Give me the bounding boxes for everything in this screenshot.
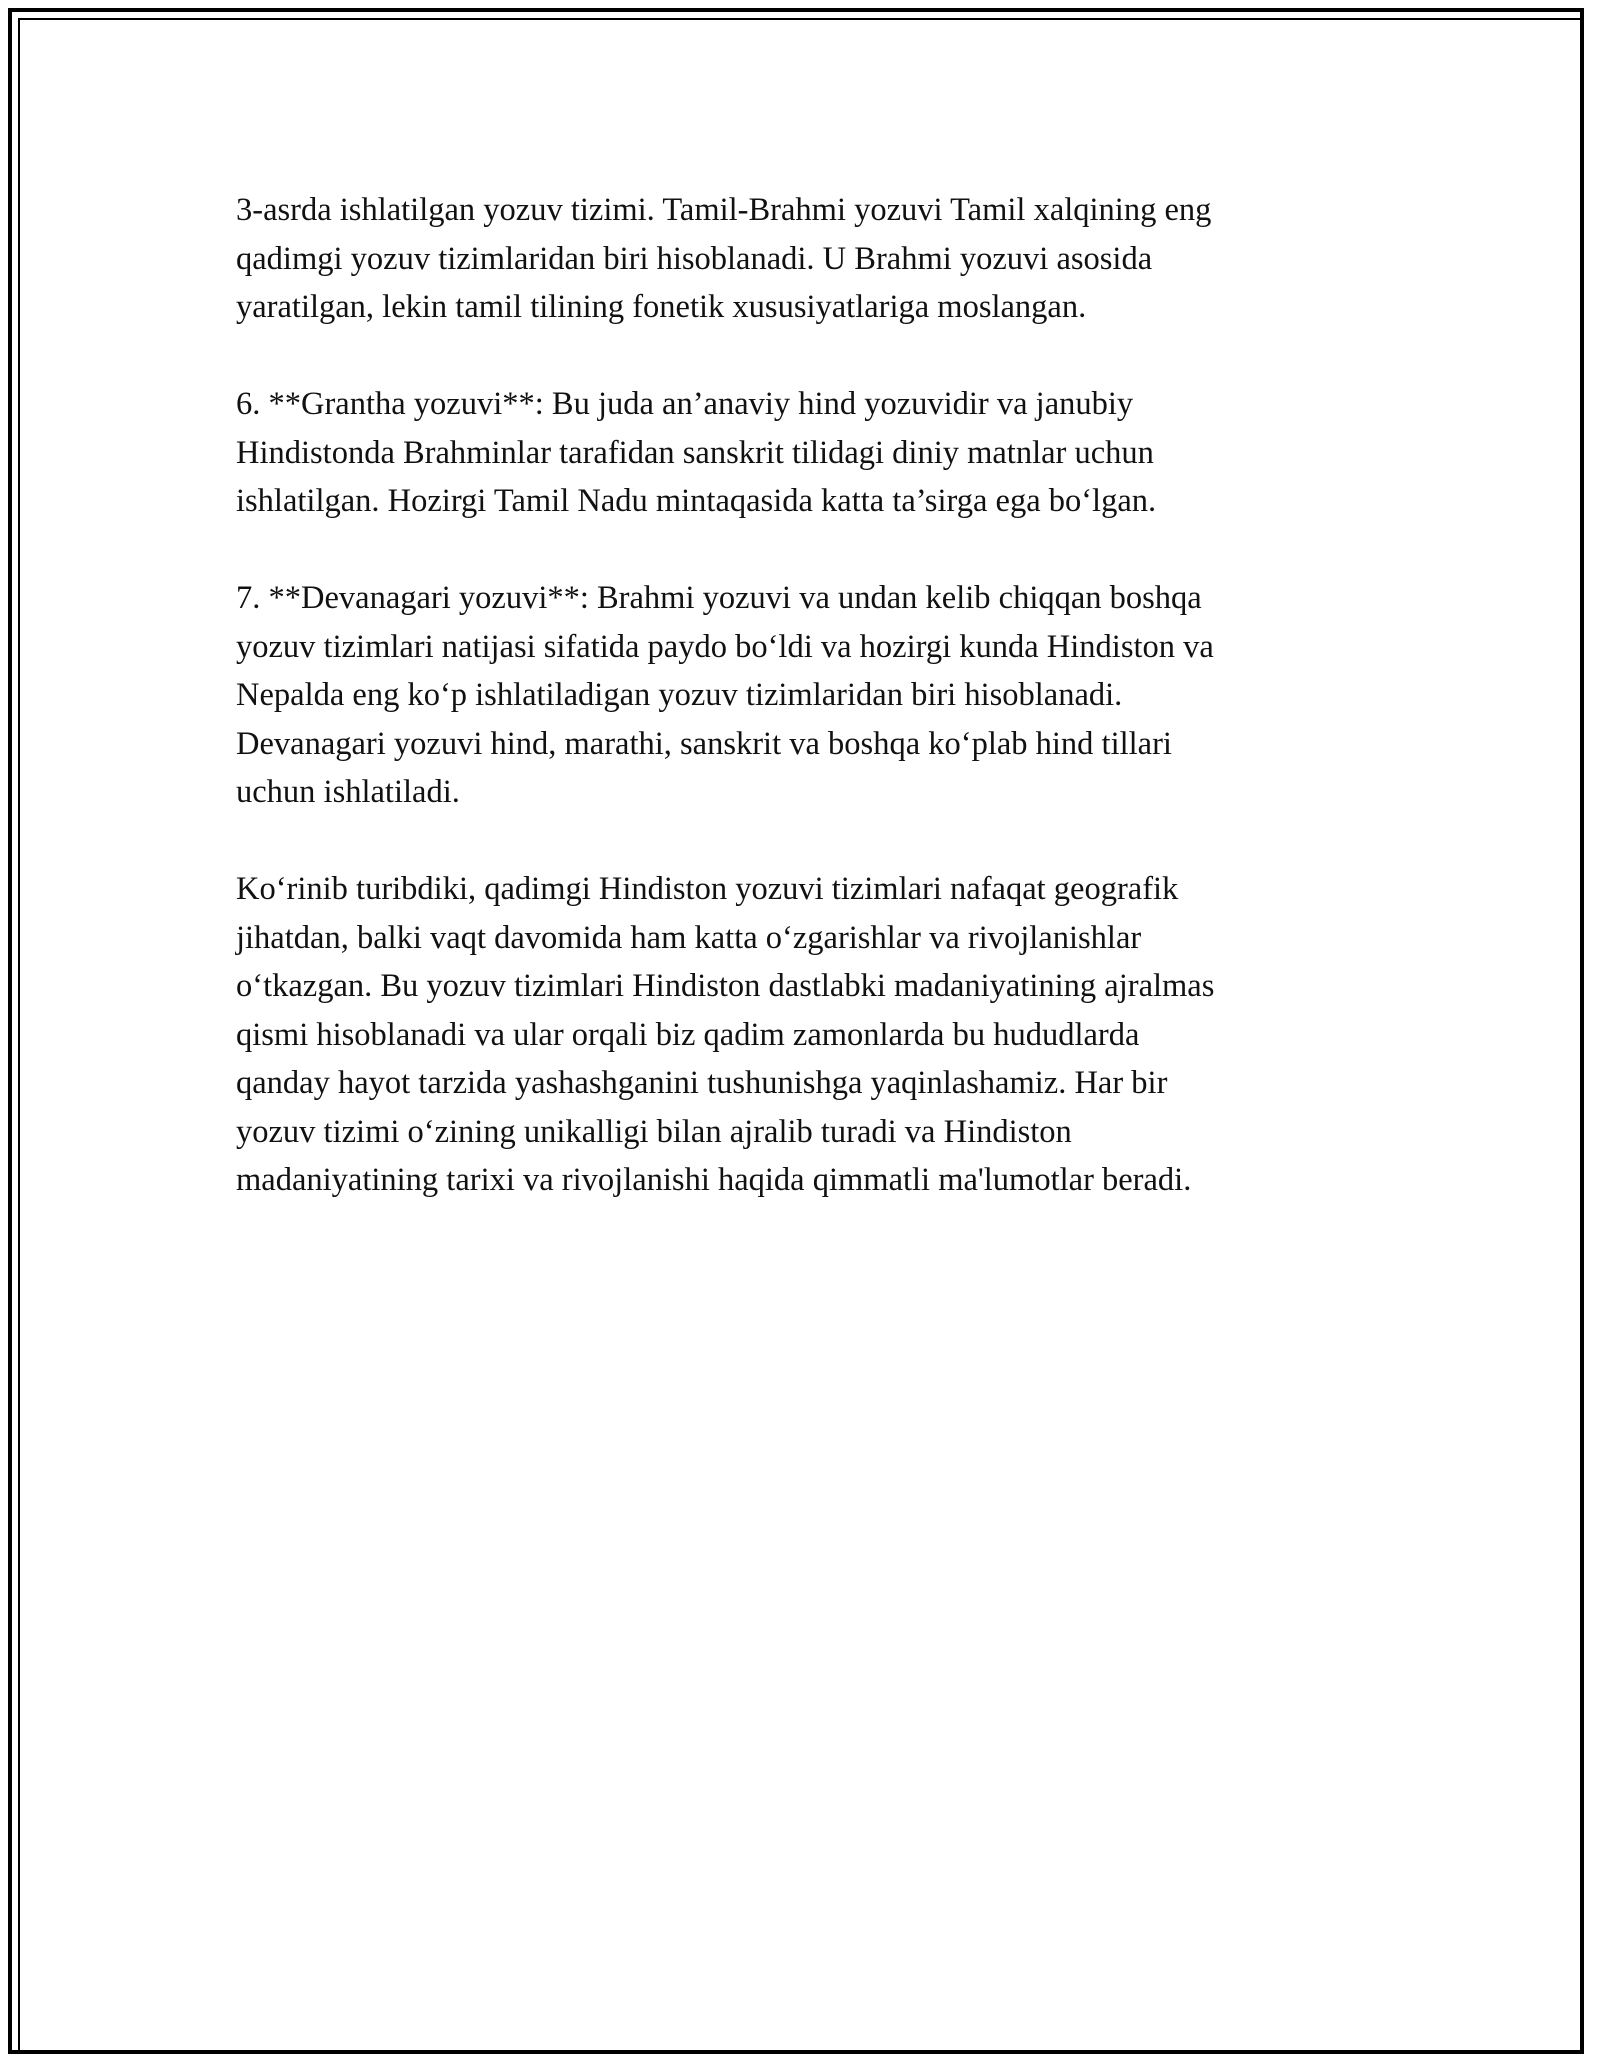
document-body xyxy=(236,186,1366,1253)
paragraph-grantha: 6. **Grantha yozuvi**: Bu juda an’anaviy hind yozuvidir va janubiy Hindistonda Brahminlar tarafidan sanskrit tilidagi diniy matnlar uchun ishlatilgan. Hozirgi Tamil Nadu mintaqasida katta ta’sirga ega bo‘lgan. xyxy=(236,386,1157,519)
paragraph-conclusion: Ko‘rinib turibdiki, qadimgi Hindiston yozuvi tizimlari nafaqat geografik jihatdan, balki vaqt davomida ham katta o‘zgarishlar va rivojlanishlar o‘tkazgan. Bu yozuv tizimlari Hindiston dastlabki madaniyatining ajralmas qismi hisoblanadi va ular orqali biz qadim zamonlarda bu hududlarda qanday hayot tarzida yashashganini tushunishga yaqinlashamiz. Har bir yozuv tizimi o‘zining unikalligi bilan ajralib turadi va Hindiston madaniyatining tarixi va rivojlanishi haqida qimmatli ma'lumotlar beradi. xyxy=(236,871,1215,1198)
paragraph-devanagari: 7. **Devanagari yozuvi**: Brahmi yozuvi va undan kelib chiqqan boshqa yozuv tizimlari natijasi sifatida paydo bo‘ldi va hozirgi kunda Hindiston va Nepalda eng ko‘p ishlatiladigan yozuv tizimlaridan biri hisoblanadi. Devanagari yozuvi hind, marathi, sanskrit va boshqa ko‘plab hind tillari uchun ishlatiladi. xyxy=(236,580,1214,810)
paragraph-tamil-brahmi: 3-asrda ishlatilgan yozuv tizimi. Tamil-Brahmi yozuvi Tamil xalqining eng qadimgi yozuv tizimlaridan biri hisoblanadi. U Brahmi yozuvi asosida yaratilgan, lekin tamil tilining fonetik xususiyatlariga moslangan. xyxy=(236,192,1212,325)
